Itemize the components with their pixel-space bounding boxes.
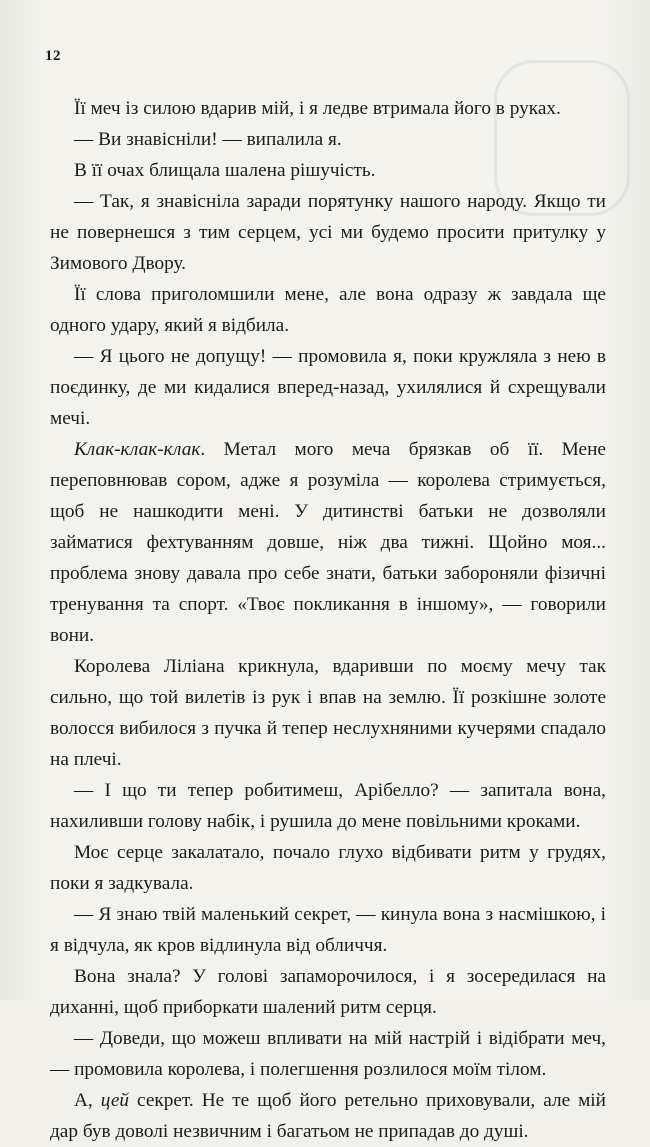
text-run: . Метал мого меча брязкав об її. Мене переповнював сором, адже я розуміла — королева стримується, щоб не нашкодити мені. У дитинстві батьки не дозволяли займатися фехтуванням довше, ніж два тижні. Щойно моя... проблема знову давала про себе знати, батьки забороняли фізичні тренування та спорт. «Твоє покликання в іншому», — говорили вони. — [50, 439, 606, 646]
text-run: В її очах блищала шалена рішучість. — [74, 160, 376, 181]
page-number: 12 — [45, 48, 61, 64]
text-run: — Я знаю твій маленький секрет, — кинула вона з насмішкою, і я відчула, як кров відлинула від обличчя. — [50, 904, 606, 956]
paragraph — [50, 341, 606, 434]
text-run: Королева Ліліана крикнула, вдаривши по моєму мечу так сильно, що той вилетів із рук і впав на землю. Її розкішне золоте волосся вибилося з пучка й тепер неслухняними кучерями спадало на плечі. — [50, 656, 606, 770]
paragraph — [50, 837, 606, 899]
body-text — [50, 93, 606, 1147]
text-run: секрет. Не те щоб його ретельно приховували, але мій дар був доволі незвичним і багатьом не припадав до душі. — [50, 1090, 606, 1142]
paragraph — [50, 1085, 606, 1147]
paragraph — [50, 961, 606, 1023]
paragraph — [50, 155, 606, 186]
text-run: Її меч із силою вдарив мій, і я ледве втримала його в руках. — [74, 98, 561, 119]
paragraph — [50, 899, 606, 961]
italic-text: Клак-клак-клак — [74, 439, 201, 460]
text-run: Її слова приголомшили мене, але вона одразу ж завдала ще одного удару, який я відбила. — [50, 284, 606, 336]
paragraph — [50, 93, 606, 124]
text-run: Вона знала? У голові запаморочилося, і я зосередилася на диханні, щоб приборкати шалений ритм серця. — [50, 966, 606, 1018]
paragraph — [50, 124, 606, 155]
paragraph — [50, 651, 606, 775]
text-run: — І що ти тепер робитимеш, Арібелло? — запитала вона, нахиливши голову набік, і рушила до мене повільними кроками. — [50, 780, 606, 832]
italic-text: цей — [100, 1090, 130, 1111]
text-run: — Доведи, що можеш впливати на мій настрій і відібрати меч, — промовила королева, і полегшення розлилося моїм тілом. — [50, 1028, 606, 1080]
paragraph — [50, 434, 606, 651]
text-run: — Ви знавісніли! — випалила я. — [74, 129, 342, 150]
paragraph — [50, 279, 606, 341]
text-run: — Так, я знавісніла заради порятунку нашого народу. Якщо ти не повернешся з тим серцем, усі ми будемо просити притулку у Зимового Двору. — [50, 191, 606, 274]
paragraph — [50, 775, 606, 837]
paragraph — [50, 1023, 606, 1085]
text-run: Моє серце закалатало, почало глухо відбивати ритм у грудях, поки я задкувала. — [50, 842, 606, 894]
paragraph — [50, 186, 606, 279]
text-run: А, — [74, 1090, 101, 1111]
text-run: — Я цього не допущу! — промовила я, поки кружляла з нею в поєдинку, де ми кидалися вперед-назад, ухилялися й схрещували мечі. — [50, 346, 606, 429]
